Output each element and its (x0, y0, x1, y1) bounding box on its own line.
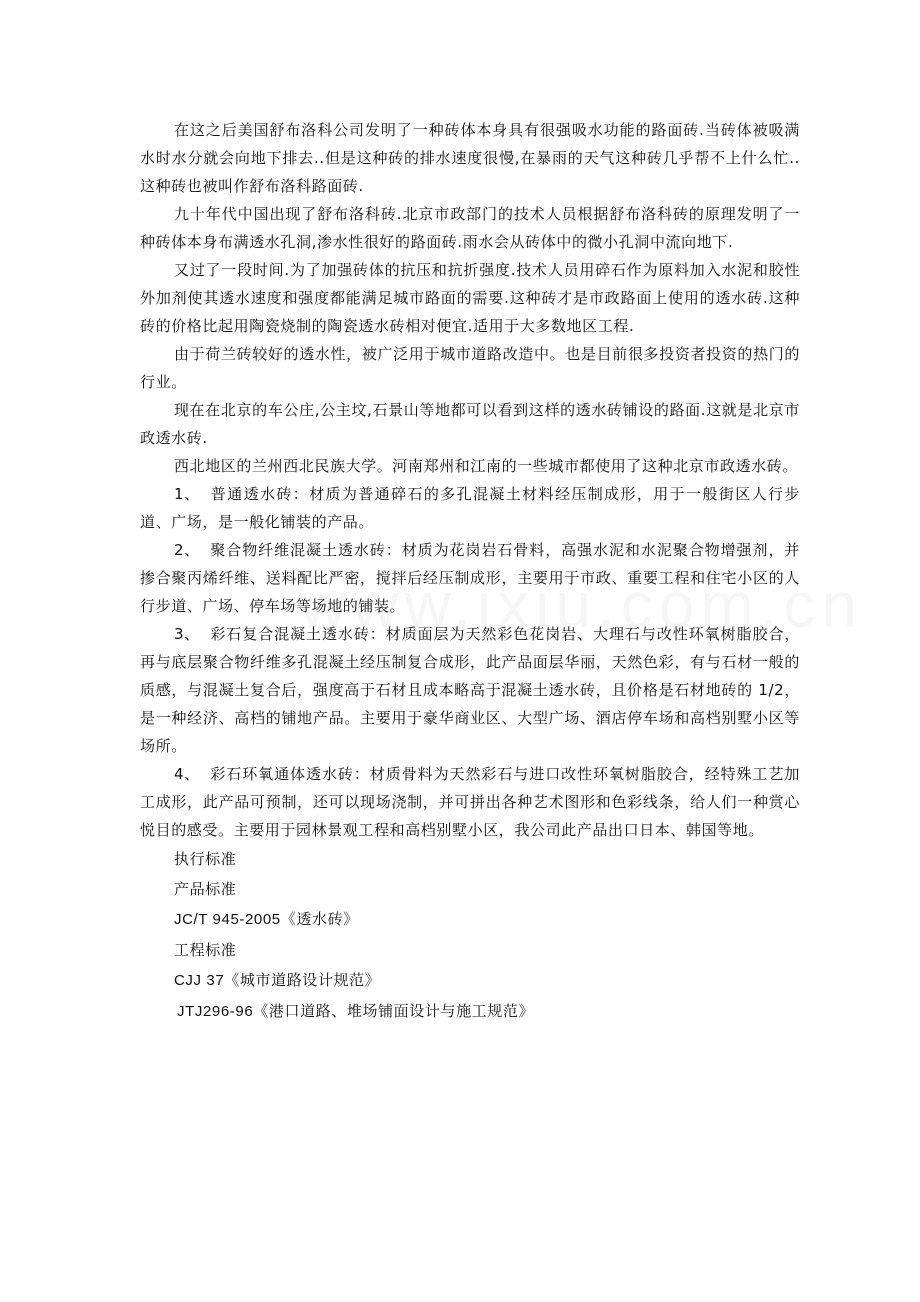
paragraph-crushed-stone: 又过了一段时间.为了加强砖体的抗压和抗折强度.技术人员用碎石作为原料加入水泥和胶性外加剂使其透水速度和强度都能满足城市路面的需要.这种砖才是市政路面上使用的透水砖.这种砖的价格比起用陶瓷烧制的陶瓷透水砖相对便宜.适用于大多数地区工程. (140, 261, 800, 335)
paragraph-dutch-brick: 由于荷兰砖较好的透水性，被广泛用于城市道路改造中。也是目前很多投资者投资的热门的行业。 (140, 345, 800, 391)
list-number: 3、 (174, 625, 200, 643)
list-item-text: 彩石复合混凝土透水砖：材质面层为天然彩色花岗岩、大理石与改性环氧树脂胶合，再与底层聚合物纤维多孔混凝土经压制复合成形，此产品面层华丽，天然色彩，有与石材一般的质感，与混凝土复合后，强度高于石材且成本略高于混凝土透水砖，且价格是石材地砖的 1/2，是一种经济、高档的铺地产品。主要用于豪华商业区、大型广场、酒店停车场和高档别墅小区等场所。 (140, 625, 800, 755)
product-standard-line (140, 904, 800, 935)
standard-code: JTJ296-96 (177, 1003, 254, 1020)
paragraph-beijing-locations: 现在在北京的车公庄,公主坟,石景山等地都可以看到这样的透水砖铺设的路面.这就是北京市政透水砖. (140, 401, 800, 447)
list-item-text: 普通透水砖：材质为普通碎石的多孔混凝土材料经压制成形，用于一般街区人行步道、广场，是一般化铺装的产品。 (140, 485, 800, 531)
list-number: 1、 (174, 485, 200, 503)
standard-title: 《透水砖》 (280, 910, 359, 928)
list-item-text: 聚合物纤维混凝土透水砖：材质为花岗岩石骨料，高强水泥和水泥聚合物增强剂，并掺合聚丙烯纤维、送料配比严密，搅拌后经压制成形，主要用于市政、重要工程和住宅小区的人行步道、广场、停车场等场地的铺装。 (140, 541, 800, 615)
standard-code: CJJ 37 (174, 972, 225, 989)
list-number: 2、 (174, 541, 200, 559)
paragraph-shubuluoke-history: 在这之后美国舒布洛科公司发明了一种砖体本身具有很强吸水功能的路面砖.当砖体被吸满水时水分就会向地下排去..但是这种砖的排水速度很慢,在暴雨的天气这种砖几乎帮不上什么忙..这种砖也被叫作舒布洛科路面砖. (140, 121, 800, 195)
standards-heading: 执行标准 (174, 850, 237, 868)
list-item-epoxy-through-body (140, 760, 800, 844)
list-item-ordinary (140, 480, 800, 536)
list-item-colored-stone-composite (140, 620, 800, 760)
engineering-standard-line-2 (140, 996, 800, 1027)
standard-title: 《港口道路、堆场铺面设计与施工规范》 (253, 1002, 535, 1020)
engineering-standard-line-1 (140, 965, 800, 996)
paragraph-nineties-china: 九十年代中国出现了舒布洛科砖.北京市政部门的技术人员根据舒布洛科砖的原理发明了一种砖体本身布满透水孔洞,渗水性很好的路面砖.雨水会从砖体中的微小孔洞中流向地下. (140, 205, 800, 251)
document-body (140, 116, 800, 1027)
standard-code: JC/T 945-2005 (174, 911, 281, 928)
engineering-standards-heading: 工程标准 (174, 941, 237, 959)
standard-title: 《城市道路设计规范》 (224, 971, 381, 989)
paragraph-northwest-region: 西北地区的兰州西北民族大学。河南郑州和江南的一些城市都使用了这种北京市政透水砖。 (174, 457, 799, 475)
list-number: 4、 (174, 765, 200, 783)
list-item-polymer-fiber (140, 536, 800, 620)
list-item-text: 彩石环氧通体透水砖：材质骨料为天然彩石与进口改性环氧树脂胶合，经特殊工艺加工成形，此产品可预制，还可以现场浇制，并可拼出各种艺术图形和色彩线条，给人们一种赏心悦目的感受。主要用于园林景观工程和高档别墅小区，我公司此产品出口日本、韩国等地。 (140, 765, 800, 839)
product-standards-heading: 产品标准 (174, 880, 237, 898)
